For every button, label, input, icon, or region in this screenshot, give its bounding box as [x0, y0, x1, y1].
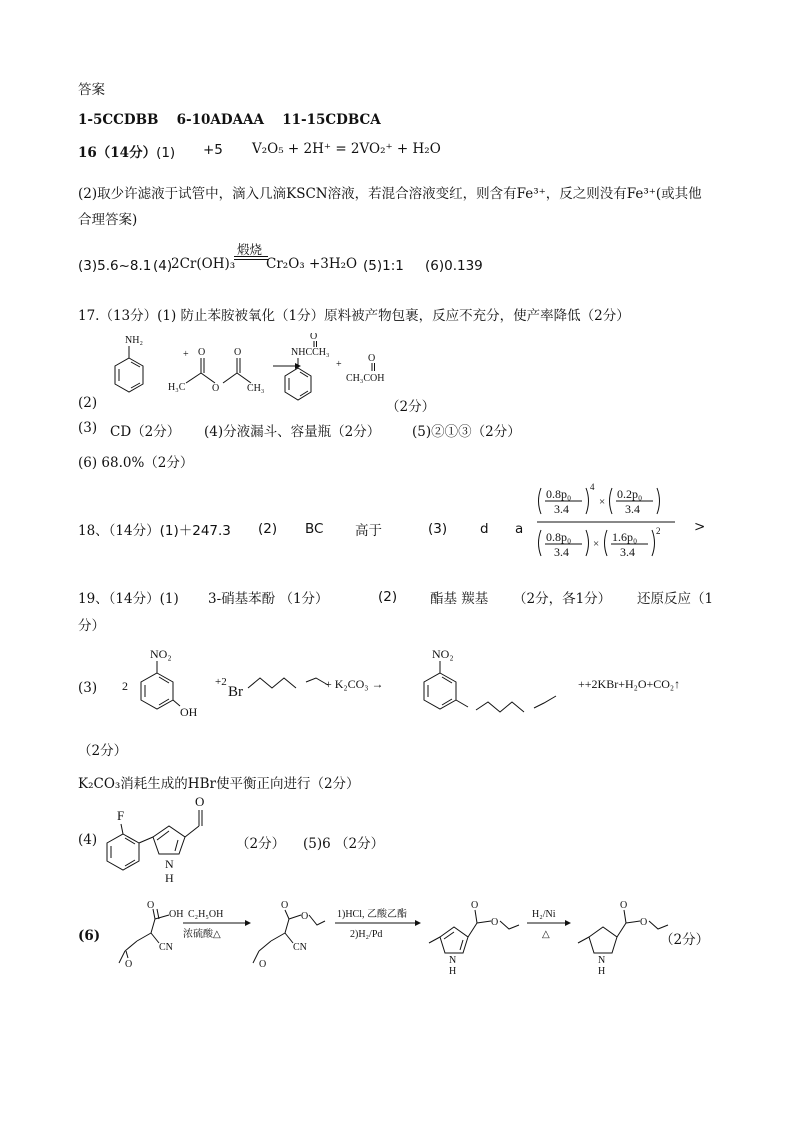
kp-expression — [535, 480, 685, 572]
pyrrole-ester-o: O — [471, 900, 479, 911]
product-no2: NO₂ — [432, 647, 454, 661]
sm-oh: OH — [169, 909, 184, 920]
acetic-plus: + — [336, 359, 342, 370]
q16-part1-label: (1) — [156, 145, 176, 161]
anhydride-h3c-label: H₃C — [168, 382, 186, 393]
frac-times1: × — [599, 496, 606, 508]
pyrrole-h-label: H — [449, 966, 457, 977]
q16-part6: (6)0.139 — [425, 258, 483, 274]
anhydride-ch3-label: CH₃ — [247, 383, 265, 394]
q17-part2-label: (2) — [78, 395, 98, 411]
sm-cn: CN — [159, 942, 173, 953]
pyrrolidine-h: H — [598, 966, 606, 977]
arrow3-bottom: △ — [542, 929, 550, 940]
q19-line2: 分） — [78, 618, 105, 634]
q18-part3-label: (3) — [428, 521, 448, 537]
acetic-o-label: O — [368, 353, 376, 364]
pyrrolidine-ester-o: O — [620, 900, 628, 911]
nitrophenol-no2: NO₂ — [150, 647, 172, 661]
frac-times2: × — [593, 538, 600, 550]
q16-part2-line1: (2)取少许滤液于试管中，滴入几滴KSCN溶液，若混合溶液变红，则含有Fe³⁺，反之则没有Fe³⁺(或其他 — [78, 186, 702, 202]
frac-n3: 0.8p₀ — [546, 530, 572, 544]
arrow1-top: C₂H₅OH — [188, 909, 224, 920]
q16-part1-equation: V₂O₅ + 2H⁺ = 2VO₂⁺ + H₂O — [252, 141, 441, 157]
q16-part4-condition: 煅烧 — [237, 242, 263, 257]
aniline-nh2-label: NH₂ — [125, 335, 143, 346]
acetic-acid-label: CH₃COH — [346, 373, 385, 384]
sm-o: O — [147, 900, 155, 911]
q19-part3-label: (3) — [78, 680, 98, 696]
q18-part3-d: d — [480, 521, 489, 537]
pyrrolidine-n: N — [598, 955, 606, 966]
arrow2-bottom: 2)H₂/Pd — [350, 929, 383, 940]
q19-k2co3-note: K₂CO₃消耗生成的HBr使平衡正向进行（2分） — [78, 776, 360, 792]
q16-part4-label: (4) — [153, 258, 173, 274]
q16-part5: (5)1:1 — [363, 258, 404, 274]
q19-part3-reaction — [120, 640, 740, 732]
arrow2-top: 1)HCl, 乙酸乙酯 — [337, 909, 407, 920]
frac-d1: 3.4 — [554, 502, 569, 516]
q17-part5-answer: (5)②①③（2分） — [412, 424, 521, 440]
answer-heading: 答案 — [78, 82, 105, 98]
q17-part3-answer: CD（2分） — [110, 424, 181, 440]
q17-part3-label: (3) — [78, 420, 98, 436]
bromo-br: Br — [228, 684, 243, 700]
q18-gt-sign: > — [694, 519, 706, 535]
arrow1-bottom: 浓硫酸△ — [183, 929, 221, 940]
pyrrolidine-ester-o2: O — [640, 917, 648, 928]
q18-part2-value: BC — [305, 521, 324, 537]
q17-line1: 17.（13分）(1) 防止苯胺被氧化（1分）原料被产物包裹，反应不充分，使产率降低（2分） — [78, 308, 630, 324]
q19-line1-label: 19、（14分）(1) — [78, 591, 179, 607]
q19-part6-label: (6) — [78, 928, 101, 944]
q17-part4-answer: (4)分液漏斗、容量瓶（2分） — [204, 424, 381, 440]
q17-part2-score: （2分） — [386, 399, 436, 415]
q19-part4-score: （2分） — [236, 836, 286, 852]
ester1-ketone-o: O — [259, 959, 267, 970]
q19-part3-score: （2分） — [78, 743, 128, 759]
q19-part2-score: （2分，各1分） — [513, 591, 612, 607]
acetanilide-nhc-label: NHCCH₃ — [291, 347, 330, 358]
pyrrole-h: H — [165, 871, 174, 885]
arrow3-top: H₂/Ni — [532, 909, 556, 920]
q19-part4-label: (4) — [78, 832, 98, 848]
q19-part2-label: (2) — [378, 589, 398, 605]
q18-part2-word: 高于 — [355, 523, 382, 539]
sm-ketone-o: O — [125, 959, 133, 970]
anhydride-o-label-2: O — [234, 347, 242, 358]
q17-reaction-diagram — [95, 333, 410, 407]
frac-n2: 0.2p₀ — [617, 487, 643, 501]
frac-n1: 0.8p₀ — [546, 487, 572, 501]
frac-n4: 1.6p₀ — [612, 530, 638, 544]
q16-part4-double-arrow — [234, 255, 268, 261]
q16-part4-rhs: Cr₂O₃ +3H₂O — [266, 256, 358, 272]
frac-exp2: 2 — [656, 526, 661, 536]
plus-2: +2 — [215, 676, 227, 688]
q17-part6-answer: (6) 68.0%（2分） — [78, 455, 194, 471]
plus-sign: + — [183, 349, 189, 360]
k2co3-arrow: + K₂CO₃ → — [325, 677, 384, 691]
q18-part2-label: (2) — [258, 521, 278, 537]
frac-d2: 3.4 — [625, 502, 640, 516]
q16-part3: (3)5.6~8.1 — [78, 258, 152, 274]
q18-part1: (1)＋247.3 — [159, 523, 231, 539]
q18-label-text: 18、（14分） — [78, 523, 160, 539]
frac-exp1: 4 — [590, 482, 595, 492]
q19-reduction: 还原反应（1 — [637, 591, 714, 607]
anhydride-o-label-1: O — [198, 347, 206, 358]
q19-part5-answer: (5)6 （2分） — [303, 836, 385, 852]
q18-part3-a: a — [515, 521, 524, 537]
frac-d3: 3.4 — [554, 545, 569, 559]
q16-part1-valence: +5 — [203, 142, 223, 158]
q19-part6-synthesis — [95, 895, 715, 980]
pyrrole-n-label: N — [449, 955, 457, 966]
byproducts: ++2KBr+H₂O+CO₂↑ — [578, 677, 681, 691]
acetanilide-o-label: O — [310, 333, 318, 342]
ester1-cn: CN — [293, 942, 307, 953]
q16-line1 — [78, 141, 175, 161]
q16-part4-lhs: 2Cr(OH)₃ — [171, 256, 236, 272]
pyrrole-ester-o2: O — [491, 917, 499, 928]
aldehyde-o: O — [195, 794, 205, 809]
fluoro-label: F — [117, 808, 125, 823]
q16-part2-line2: 合理答案) — [78, 212, 138, 228]
q19-part6-score: （2分） — [660, 932, 710, 948]
anhydride-o-bridge: O — [212, 383, 220, 394]
q16-label: 16（14分） — [78, 145, 157, 161]
q18-label — [78, 519, 231, 539]
multiple-choice-answers: 1-5CCDBB 6-10ADAAA 11-15CDBCA — [78, 112, 381, 128]
q19-part1-answer: 3-硝基苯酚 （1分） — [208, 591, 329, 607]
nitrophenol-oh: OH — [180, 705, 198, 719]
coef-2: 2 — [122, 679, 128, 693]
q19-part4-structure — [95, 790, 235, 890]
pyrrole-n: N — [165, 857, 174, 871]
q19-part2-answer: 酯基 羰基 — [430, 591, 489, 607]
ester1-o: O — [281, 900, 289, 911]
frac-d4: 3.4 — [620, 545, 635, 559]
ester1-o2: O — [301, 911, 309, 922]
